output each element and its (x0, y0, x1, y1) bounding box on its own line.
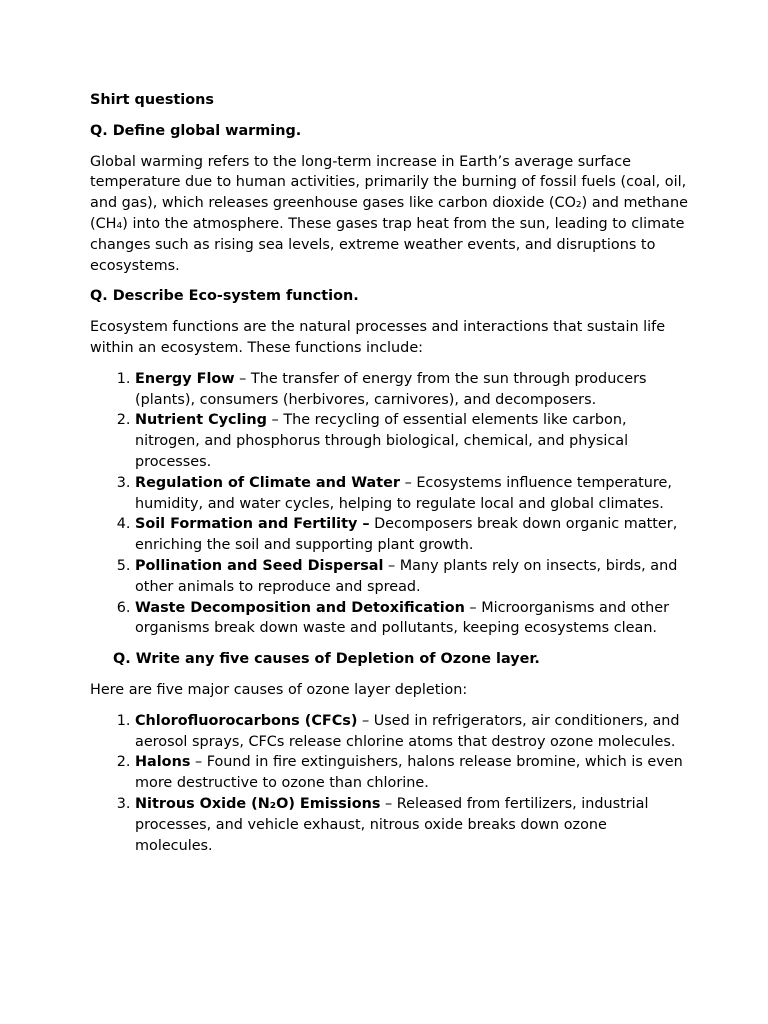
ozone-intro: Here are five major causes of ozone layer depletion: (90, 681, 468, 698)
list-item-desc: Decomposers break down organic matter, enriching the soil and supporting plant growth. (135, 516, 678, 554)
list-item-desc: – Many plants rely on insects, birds, and other animals to reproduce and spread. (135, 557, 678, 595)
ecosystem-intro: Ecosystem functions are the natural processes and interactions that sustain life within an ecosystem. These functions include: (90, 319, 666, 356)
list-item (135, 514, 688, 556)
list-item-desc: – Released from fertilizers, industrial processes, and vehicle exhaust, nitrous oxide breaks down ozone molecules. (135, 795, 649, 854)
list-item-desc: – Microorganisms and other organisms break down waste and pollutants, keeping ecosystems clean. (135, 599, 670, 637)
question-global-warming: Q. Define global warming. (90, 122, 302, 139)
list-item-term: Waste Decomposition and Detoxification (135, 599, 465, 616)
list-item-desc: – The transfer of energy from the sun through producers (plants), consumers (herbivores, carnivores), and decomposers. (135, 370, 647, 408)
list-item-term: Regulation of Climate and Water (135, 474, 400, 491)
list-item (135, 473, 688, 515)
list-item (135, 752, 688, 794)
list-item-desc: – Found in fire extinguishers, halons release bromine, which is even more destructive to ozone than chlorine. (135, 754, 683, 792)
list-item (135, 598, 688, 640)
question-ozone-depletion: Q. Write any five causes of Depletion of Ozone layer. (113, 651, 540, 668)
list-item (135, 556, 688, 598)
ozone-causes-list (90, 711, 688, 857)
list-item-term: Halons (135, 754, 191, 771)
list-item-desc: – The recycling of essential elements like carbon, nitrogen, and phosphorus through biological, chemical, and physical processes. (135, 412, 629, 470)
list-item-desc: – Ecosystems influence temperature, humidity, and water cycles, helping to regulate local and global climates. (135, 474, 672, 512)
list-item-term: Nitrous Oxide (N₂O) Emissions (135, 795, 381, 812)
list-item (135, 711, 688, 753)
list-item (135, 794, 688, 856)
document-title: Shirt questions (90, 92, 214, 108)
list-item-term: Chlorofluorocarbons (CFCs) (135, 712, 358, 729)
list-item (135, 410, 688, 472)
ecosystem-functions-list (90, 369, 688, 639)
list-item-term: Pollination and Seed Dispersal (135, 557, 384, 574)
list-item-desc: – Used in refrigerators, air conditioners, and aerosol sprays, CFCs release chlorine atoms that destroy ozone molecules. (135, 712, 680, 750)
question-ecosystem-function: Q. Describe Eco-system function. (90, 288, 359, 305)
list-item-term: Energy Flow (135, 370, 235, 387)
list-item (135, 369, 688, 411)
list-item-term: Nutrient Cycling (135, 412, 267, 429)
list-item-term: Soil Formation and Fertility – (135, 516, 370, 533)
answer-global-warming: Global warming refers to the long-term increase in Earth’s average surface temperature due to human activities, primarily the burning of fossil fuels (coal, oil, and gas), which releases greenhouse gases like carbon dioxide (CO₂) and methane (CH₄) into the atmosphere. These gases trap heat from the sun, leading to climate changes such as rising sea levels, extreme weather events, and disruptions to ecosystems. (90, 153, 688, 274)
